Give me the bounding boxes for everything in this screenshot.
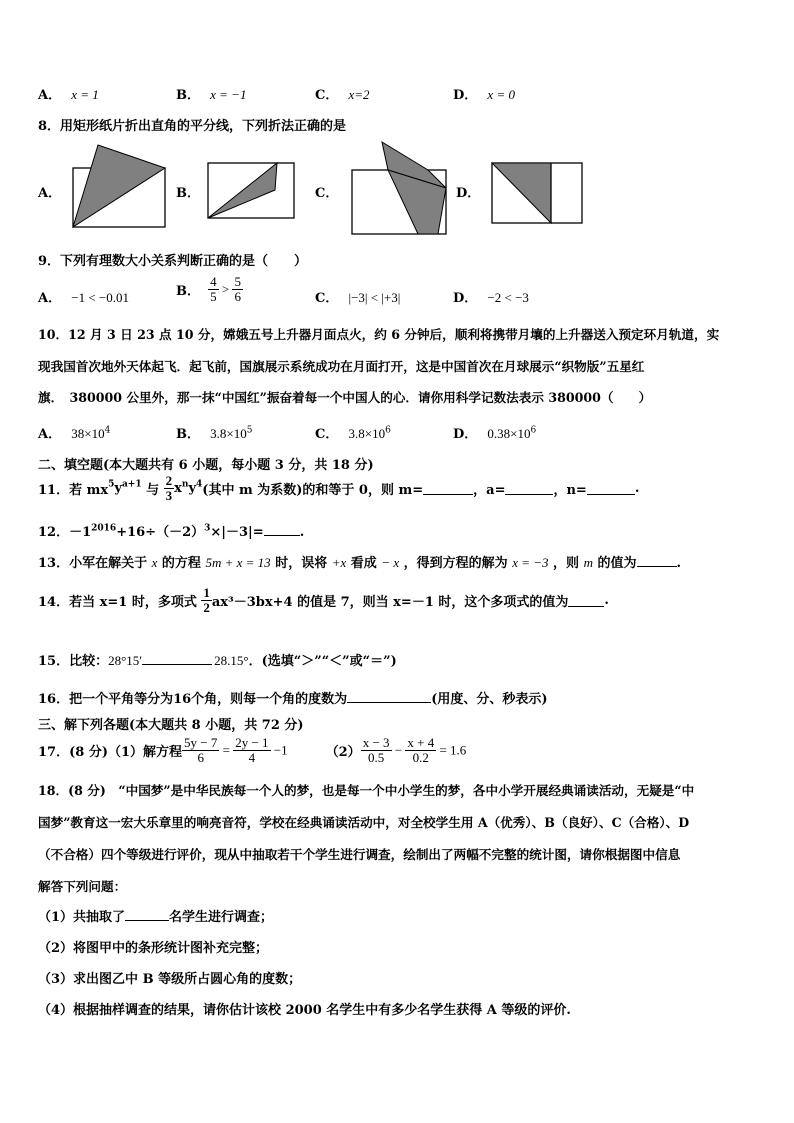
answer-blank[interactable] — [264, 523, 300, 536]
answer-blank[interactable] — [347, 690, 431, 703]
section-heading-fill-in: 二、填空题(本大题共有 6 小题，每小题 3 分，共 18 分) — [38, 458, 374, 473]
q18-text-line-4: 解答下列问题： — [38, 879, 127, 894]
q11-text: (其中 m 为系数)的和等于 0，则 m= — [202, 483, 424, 498]
fraction-numerator: 2 — [165, 473, 173, 488]
q13-text: ，则 — [548, 556, 584, 571]
fraction-denominator: 4 — [248, 750, 256, 765]
q10-text-line-1: 10．12 月 3 日 23 点 10 分，嫦娥五号上升器月面点火，约 6 分钟后，顺利将携带月壤的上升器送入预定环月轨道，实 — [38, 327, 720, 342]
option-label: A． — [38, 88, 62, 103]
q14 — [38, 586, 609, 615]
q18-sub-text: 名学生进行调查； — [169, 910, 274, 925]
option-label: D． — [453, 88, 478, 103]
q12-text: ×|－3|= — [210, 525, 264, 540]
option-expr-base: 0.38×10 — [487, 426, 531, 441]
option-label: C． — [315, 427, 339, 442]
answer-blank[interactable] — [587, 482, 635, 495]
fraction-numerator: 5 — [234, 274, 241, 289]
q17-text: 17．(8 分)（1）解方程 — [38, 745, 183, 760]
q9-option-a — [38, 287, 129, 306]
q13-text: 时，误将 — [270, 556, 332, 571]
q12-exponent: 3 — [204, 523, 211, 534]
option-expr-exponent: 5 — [246, 425, 253, 436]
option-label: B． — [176, 284, 200, 299]
q11-exponent: n — [181, 479, 189, 490]
q9-option-b — [176, 275, 243, 304]
q18-subquestion-1 — [38, 906, 273, 925]
option-expr-base: 38×10 — [71, 426, 105, 441]
q12-text: +16÷（－2） — [116, 525, 205, 540]
fraction-numerator: 2y − 1 — [235, 735, 269, 750]
q9-option-c — [315, 287, 400, 306]
option-expr: x = 0 — [487, 87, 515, 102]
option-expr-exponent: 6 — [385, 425, 391, 436]
q8-figure-b — [205, 160, 297, 222]
fraction-denominator: 0.5 — [367, 750, 385, 765]
q8-figure-d — [488, 160, 588, 226]
q18-text-line-3: （不合格）四个等级进行评价，现从中抽取若干个学生进行调查，绘制出了两幅不完整的统计图，请你根据图中信息 — [38, 847, 681, 862]
q8-figure-a — [68, 143, 170, 233]
q14-text: ax³－3bx+4 的值是 7，则当 x=－1 时，这个多项式的值为 — [211, 595, 569, 610]
q18-subquestion-3: （3）求出图乙中 B 等级所占圆心角的度数； — [38, 972, 302, 987]
fraction-numerator: x + 4 — [407, 735, 435, 750]
option-expr-exponent: 6 — [530, 425, 537, 436]
q15-text: 15．比较： — [38, 654, 109, 669]
q13-text: . — [676, 556, 682, 571]
answer-blank[interactable] — [142, 652, 212, 665]
q14-text: . — [604, 593, 609, 608]
q10-text-line-2: 现我国首次地外天体起飞．起飞前，国旗展示系统成功在月面打开，这是中国首次在月球展示“织物版”五星红 — [38, 359, 645, 374]
q8-option-d-label: D． — [456, 186, 481, 201]
option-expr: x = 1 — [71, 87, 99, 102]
q16 — [38, 688, 548, 707]
fraction-denominator: 3 — [165, 488, 173, 503]
q13-text: 的方程 — [157, 556, 206, 571]
answer-blank[interactable] — [568, 594, 604, 607]
q9-stem: 9．下列有理数大小关系判断正确的是（ ） — [38, 254, 308, 269]
q11-text: 与 — [141, 483, 164, 498]
option-expr: |−3| < |+3| — [348, 290, 401, 305]
option-label: B． — [176, 427, 200, 442]
q8-option-c-label: C． — [315, 186, 339, 201]
option-expr-base: 3.8×10 — [210, 426, 247, 441]
q16-text: 16．把一个平角等分为16个角，则每一个角的度数为 — [38, 692, 348, 707]
option-expr: x=2 — [348, 87, 370, 102]
q8-option-b-label: B． — [176, 186, 200, 201]
q13-text: 13．小军在解关于 — [38, 556, 152, 571]
q13-math: x = −3 — [512, 555, 549, 570]
q11-text: ，n= — [553, 483, 587, 498]
answer-blank[interactable] — [125, 908, 169, 921]
fraction-numerator: 5y − 7 — [184, 735, 218, 750]
q12 — [38, 521, 304, 540]
answer-blank[interactable] — [505, 482, 553, 495]
q14-text: 14．若当 x=1 时，多项式 — [38, 595, 202, 610]
option-expr: −2 < −3 — [487, 290, 529, 305]
section-heading-solve: 三、解下列各题(本大题共 8 小题，共 72 分) — [38, 718, 304, 733]
option-label: C． — [315, 88, 339, 103]
q13-text: ，得到方程的解为 — [399, 556, 513, 571]
q17-operator: −1 — [270, 742, 288, 758]
option-expr: x = −1 — [210, 87, 247, 102]
q18-sub-text: （1）共抽取了 — [38, 910, 126, 925]
q10-option-a — [38, 423, 110, 442]
q17-operator: = 1.6 — [436, 742, 467, 758]
option-label: C． — [315, 291, 339, 306]
q12-exponent: 2016 — [91, 523, 117, 534]
fraction-numerator: 4 — [210, 274, 217, 289]
q8-option-a-label: A． — [38, 186, 62, 201]
fraction-numerator: x − 3 — [362, 735, 390, 750]
q11-text: y — [114, 481, 122, 496]
q11-text: y — [188, 481, 197, 496]
q13-math: +x — [331, 555, 347, 570]
q13-text: 看成 — [346, 556, 382, 571]
q15 — [38, 650, 397, 669]
answer-blank[interactable] — [423, 482, 473, 495]
q9-option-d — [453, 287, 529, 306]
fraction-denominator: 5 — [210, 289, 217, 304]
q11 — [38, 474, 639, 503]
q18-text-line-1: 18．(8 分) “中国梦”是中华民族每一个人的梦，也是每一个中小学生的梦，各中小学开展经典诵读活动，无疑是“中 — [38, 783, 695, 798]
q12-text: 12．－1 — [38, 525, 92, 540]
option-label: D． — [453, 291, 478, 306]
option-expr-exponent: 4 — [104, 425, 111, 436]
q10-option-b — [176, 423, 252, 442]
q17-operator: = — [219, 742, 234, 758]
q7-option-b — [176, 84, 246, 103]
q11-text: ，a= — [473, 483, 506, 498]
option-label: D． — [453, 427, 478, 442]
q16-text: (用度、分、秒表示) — [431, 692, 548, 707]
q11-exponent: 4 — [196, 479, 203, 490]
q17-text: （2） — [325, 745, 361, 760]
option-label: A． — [38, 427, 62, 442]
fraction-denominator: 2 — [203, 600, 210, 615]
q17 — [38, 736, 466, 765]
fraction-denominator: 6 — [197, 750, 204, 765]
q8-stem: 8．用矩形纸片折出直角的平分线，下列折法正确的是 — [38, 119, 347, 134]
q13 — [38, 552, 681, 571]
q18-subquestion-4: （4）根据抽样调查的结果，请你估计该校 2000 名学生中有多少名学生获得 A 等级的评价. — [38, 1003, 571, 1018]
fraction-denominator: 0.2 — [412, 750, 429, 765]
q17-operator: − — [391, 742, 406, 758]
q7-option-a — [38, 84, 99, 103]
option-expr-base: 3.8×10 — [348, 426, 386, 441]
comparison-operator: > — [218, 281, 233, 297]
q18-text-line-2: 国梦”教育这一宏大乐章里的响亮音符，学校在经典诵读活动中，对全校学生用 A（优秀）、B（良好）、C（合格）、D — [38, 815, 690, 830]
q11-text: 11．若 mx — [38, 483, 109, 498]
q7-option-d — [453, 84, 515, 103]
q12-text: . — [299, 525, 305, 540]
q13-math: − x — [381, 555, 400, 570]
q11-exponent: a+1 — [121, 479, 142, 490]
q8-figure-c — [348, 138, 450, 238]
q15-value: 28°15′ — [108, 653, 143, 668]
q7-option-c — [315, 84, 370, 103]
option-expr: −1 < −0.01 — [71, 290, 129, 305]
q13-math: x — [151, 555, 158, 570]
q15-value: 28.15° — [214, 653, 249, 668]
option-label: A． — [38, 291, 62, 306]
q13-text: 的值为 — [592, 556, 637, 571]
fraction-denominator: 6 — [234, 289, 241, 304]
q11-text: . — [634, 481, 640, 496]
option-label: B． — [176, 88, 200, 103]
q10-option-d — [453, 423, 536, 442]
q15-text: ．(选填“＞”“＜”或“＝”) — [248, 654, 397, 669]
q10-text-line-3: 旗． 380000 公里外，那一抹“中国红”振奋着每一个中国人的心．请你用科学记数法表示 380000（ ） — [38, 390, 652, 405]
q18-subquestion-2: （2）将图甲中的条形统计图补充完整； — [38, 941, 269, 956]
q13-math: m — [583, 555, 593, 570]
answer-blank[interactable] — [637, 554, 677, 567]
q11-exponent: 5 — [108, 479, 115, 490]
fraction-numerator: 1 — [203, 585, 210, 600]
q13-math: 5m + x = 13 — [205, 555, 271, 570]
q11-text: x — [174, 481, 182, 496]
q10-option-c — [315, 423, 391, 442]
